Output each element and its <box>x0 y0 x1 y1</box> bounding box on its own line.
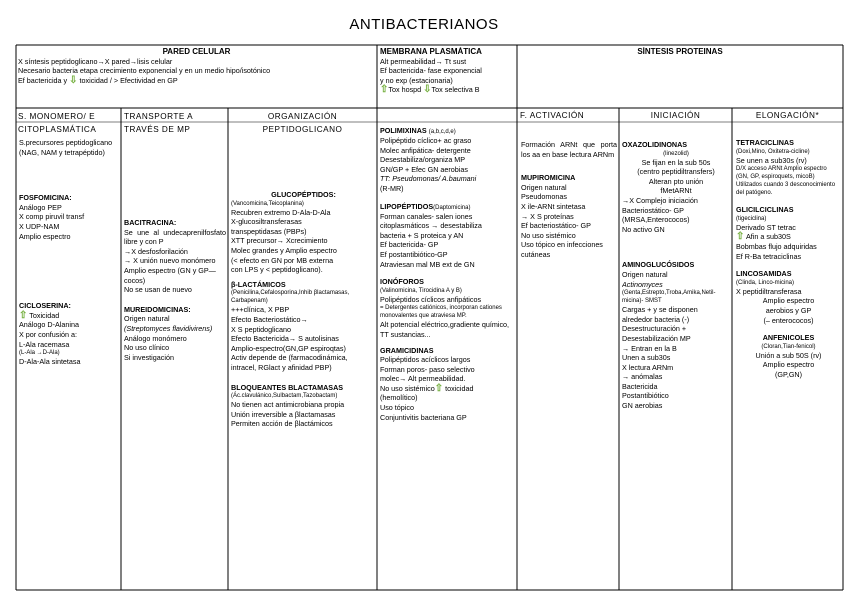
bacitracina-title: BACITRACINA: <box>124 218 177 227</box>
ciclo-line: X por confusión a: <box>19 329 77 339</box>
beta-line: +++clínica, X PBP <box>231 305 290 315</box>
tetraciclinas-title: TETRACICLINAS <box>736 138 794 147</box>
grami-tox-a: No uso sistémico <box>380 383 435 393</box>
column-iniciacion <box>622 140 730 588</box>
lipo-suffix: (Daptomicina) <box>433 204 471 211</box>
beta-line: Activ depende de (farmacodinámica, <box>231 353 348 363</box>
grami-hemo: (hemolítico) <box>380 393 418 403</box>
gluco-line: Recubren extremo D-Ala-D-Ala <box>231 207 331 217</box>
precursores-text: S.precursores peptidoglicano (NAG, NAM y tetrapéptido) <box>19 138 113 157</box>
mupi-line: X ile-ARNt sintetasa <box>521 201 586 211</box>
mupiromicina-title: MUPIROMICINA <box>521 173 576 183</box>
anfenicoles-title: ANFENICOLES <box>762 333 815 343</box>
membrana-tox <box>380 85 516 95</box>
poli-rmr: (R-MR) <box>380 183 404 193</box>
membrana-tox-b: Tox selectiva B <box>431 85 480 95</box>
anfe-line: (GP,GN) <box>774 369 803 379</box>
anfe-line: Amplio espectro <box>762 360 815 370</box>
grami-line: Conjuntivitis bacteriana GP <box>380 412 467 422</box>
subheader-iniciacion: INICIACIÓN <box>650 111 701 120</box>
lipo-line: bacteria + S proteica y AN <box>380 230 464 240</box>
grami-line: molec→ Alt permeabilidad. <box>380 374 466 384</box>
anfe-small: (Cloran,Tian-fenicol) <box>761 343 816 350</box>
arrow-up-icon: ⇧ <box>434 382 444 394</box>
column-organizacion <box>231 190 376 588</box>
gluco-line: XTT precursor→ Xcrecimiento <box>231 236 328 246</box>
linco-line: aerobios y GP <box>765 305 812 315</box>
subheader-monomero: S. MONOMERO/ E CITOPLASMÁTICA <box>18 112 97 134</box>
beta-line: intracel, RGlact y afinidad PBP) <box>231 362 332 372</box>
grami-line: Polipéptidos acíclicos largos <box>380 355 471 365</box>
mupi-line: Uso tópico en infecciones cutáneas <box>521 240 603 259</box>
gluco-line: con LPS y < peptidoglicano). <box>231 265 323 275</box>
iono-line: Alt potencial eléctrico,gradiente químico, TT sustancias... <box>380 320 510 339</box>
oxa-center-line: (centro peptidiltransfers) <box>637 167 715 177</box>
ciclo-line: Análogo D-Alanina <box>19 320 79 330</box>
fosfo-line: X UDP-NAM <box>19 221 60 231</box>
beta-line: Efecto Bactericida→ S autolisinas <box>231 334 339 344</box>
glici-af <box>736 232 841 242</box>
lipo-line: citoplasmáticos → desestabiliza <box>380 221 482 231</box>
beta-small: (Penicilina,Cefalosporina,Inhib βlactamasas, Carbapenam) <box>231 290 350 305</box>
tetra-small: (Doxi,Mino, Oxitetra-cicline) <box>736 148 810 155</box>
pared-celular-cell <box>18 47 375 107</box>
amino-line: Cargas + y se disponen alrededor bacteria (-) <box>622 305 698 324</box>
beta-line: Efecto Bacteriostático→ <box>231 314 308 324</box>
oxa-line: No activo GN <box>622 224 665 234</box>
ciclo-tox-label: Toxicidad <box>29 310 60 320</box>
pared-line: X síntesis peptidoglicano→X pared→lisis celular <box>18 56 173 66</box>
ionoforos-title: IONÓFOROS <box>380 277 424 287</box>
mupi-line: Origen natural <box>521 182 567 192</box>
oxa-center-line: fMetARNt <box>660 186 692 196</box>
mureido-origin: Origen natural <box>124 314 170 324</box>
bloq-line: Permiten acción de βlactámicos <box>231 419 333 429</box>
activacion-intro: Formación ARNt que porta los aa en base lectura ARNm <box>521 140 617 159</box>
amino-line: GN aerobias <box>622 401 663 411</box>
grami-line: Uso tópico <box>380 403 414 413</box>
membrana-line: y no exp (estacionaria) <box>380 75 453 85</box>
lipopeptidos-title: LIPOPÉPTIDOS <box>380 201 434 211</box>
polimixinas-title: POLIMIXINAS <box>380 126 427 135</box>
tetra-small2: D/X acceso ARNt Amplio espectro (GN, GP, espiroquets, micoB) Utilizados cuando 3 desconocimiento del patógeno. <box>736 166 836 197</box>
ciclo-line: D-Ala-Ala sintetasa <box>19 357 81 367</box>
lipo-line: Ef bactericida- GP <box>380 240 439 250</box>
mureido-line: Análogo monómero <box>124 333 187 343</box>
amino-line: Desestructuración + Desestabilización MP <box>622 324 691 343</box>
oxa-small: (linezolid) <box>663 150 689 157</box>
amino-line: → anómalas <box>622 372 663 382</box>
linco-line: X peptidiltransferasa <box>736 286 802 296</box>
gluco-line: transpeptidasas (PBPs) <box>231 226 307 236</box>
linco-line: Amplio espectro <box>762 296 815 306</box>
amino-small: (Genta,Estrepto,Troba,Amika,Netil-micina)- SMST <box>622 290 716 305</box>
membrana-header: MEMBRANA PLASMÁTICA <box>380 47 482 56</box>
column-activacion <box>521 140 617 588</box>
membrana-tox-a: Tox hospd <box>388 85 422 95</box>
column-membrana <box>380 126 516 588</box>
grami-tox <box>380 384 516 394</box>
glicilciclinas-title: GLICILCICLINAS <box>736 205 794 215</box>
column-monomero <box>19 138 119 588</box>
amino-line: → Entran en la B <box>622 343 677 353</box>
lipo-line: Forman canales- salen iones <box>380 211 473 221</box>
arrow-down-icon: ⇩ <box>423 84 432 96</box>
lipo-line: Atraviesan mal MB ext de GN <box>380 259 475 269</box>
oxa-line: (MRSA,Enterococos) <box>622 215 690 225</box>
arrow-up-icon: ⇧ <box>380 84 389 96</box>
sintesis-header: SÍNTESIS PROTEINAS <box>637 47 723 56</box>
linco-small: (Clinda, Linco-micina) <box>736 279 795 286</box>
poli-suffix: (a,b,c,d,e) <box>428 129 456 135</box>
baci-line: Amplio espectro (GN y GP—cocos) <box>124 265 216 285</box>
mupi-line: No uso sistémico <box>521 230 576 240</box>
amino-line: X lectura ARNm <box>622 362 674 372</box>
baci-line: → X unión nuevo monómero <box>124 256 216 266</box>
mureidomicinas-title: MUREIDOMICINAS: <box>124 304 191 314</box>
oxa-line: →X Complejo iniciación <box>622 195 698 205</box>
membrana-line: Alt permeabilidad→ Tt sust <box>380 56 467 66</box>
arrow-down-icon: ⇩ <box>69 74 78 86</box>
oxazolidinonas-title: OXAZOLIDINONAS <box>622 140 688 149</box>
poli-line: GN/GP + Efec GN aerobias <box>380 164 468 174</box>
oxa-center-line: Alteran pto unión <box>648 176 704 186</box>
column-transporte <box>124 218 226 588</box>
grami-line: Forman poros- paso selectivo <box>380 364 475 374</box>
poli-line: Polipéptido cíclico+ ac graso <box>380 136 472 145</box>
grami-tox-b: toxicidad <box>445 383 474 393</box>
amino-line: Unen a sub30s <box>622 353 671 363</box>
tetra-line: Se unen a sub30s (rv) <box>736 155 807 165</box>
amino-species: Actinomyces <box>622 279 663 289</box>
mupi-line: Pseudomonas <box>521 192 567 202</box>
aminoglucosidos-title: AMINOGLUCÓSIDOS <box>622 260 695 270</box>
amino-line: Bactericida <box>622 381 658 391</box>
pared-celular-header: PARED CELULAR <box>162 47 231 56</box>
gluco-line: Molec grandes y Amplio espectro <box>231 245 337 255</box>
oxa-line: Bacteriostático- GP <box>622 205 684 215</box>
glici-line: Ef R-Ba tetraciclinas <box>736 251 802 261</box>
mureido-species: (Streptomyces flavidivirens) <box>124 323 213 333</box>
betalactamicos-title: β-LACTÁMICOS <box>231 279 286 289</box>
baci-line: →X desfosforilación <box>124 246 188 256</box>
membrana-cell <box>380 47 516 107</box>
ciclo-small: (L-Ala →D-Ala) <box>19 350 60 357</box>
cicloserina-title: CICLOSERINA: <box>19 301 71 311</box>
baci-line: No se usan de nuevo <box>124 285 192 295</box>
lipo-line: Ef postantibiótico-GP <box>380 249 448 259</box>
mureido-line: No uso clínico <box>124 343 170 353</box>
ciclo-tox <box>19 311 119 321</box>
gluco-line: (< efecto en GN por MB externa <box>231 255 334 265</box>
lincosamidas-title: LINCOSAMIDAS <box>736 269 792 279</box>
fosfo-line: X comp piruvil transf <box>19 212 85 222</box>
lipopeptidos-heading <box>380 202 516 212</box>
fosfo-line: Análogo PEP <box>19 202 62 212</box>
column-elongacion <box>736 138 841 588</box>
linco-line: (– enterococos) <box>763 315 814 325</box>
membrana-line: Ef bactericida- fase exponencial <box>380 66 482 76</box>
poli-line: Molec anfipática- detergente <box>380 145 471 155</box>
mupi-line: Ef bacteriostático- GP <box>521 221 591 231</box>
iono-line: Polipéptidos cíclicos anfipáticos <box>380 294 482 304</box>
pared-line: Necesario bacteria etapa crecimiento exponencial y en un medio hipo/isotónico <box>18 66 271 76</box>
pared-efecto <box>18 76 375 86</box>
iono-small2: = Detergentes catiónicos, incorporan cationes monovalentes que atraviesa MP. <box>380 305 502 320</box>
glucopeptidos-title: GLUCOPÉPTIDOS: <box>271 190 336 199</box>
bloqueantes-title: BLOQUEANTES BLACTAMASAS <box>231 382 344 392</box>
poli-line: Desestabiliza/organiza MP <box>380 155 466 165</box>
ciclo-line: L-Ala racemasa <box>19 339 70 349</box>
fosfo-line: Amplio espectro <box>19 231 71 241</box>
bloq-line: No tienen act antimicrobiana propia <box>231 400 345 410</box>
arrow-up-icon: ⇧ <box>19 309 28 321</box>
pared-ef-a: Ef bactericida y <box>18 75 68 85</box>
baci-line: Se une al undecaprenilfosfato libre y con P <box>124 227 226 247</box>
glici-small: (tigeciclina) <box>736 215 767 222</box>
beta-line: Amplio-espectro(GN,GP espiroqtas) <box>231 343 346 353</box>
gluco-small: (Vancomicina,Teicoplanina) <box>231 200 304 207</box>
pared-ef-b: toxicidad / > Efectividad en GP <box>79 75 178 85</box>
arrow-up-icon: ⇧ <box>736 231 745 243</box>
subheader-transporte: TRANSPORTE A TRAVÉS DE MP <box>124 112 193 134</box>
beta-line: X S peptidoglicano <box>231 324 291 334</box>
page-title: ANTIBACTERIANOS <box>349 16 499 33</box>
bloq-line: Unión irreversible a βlactamasas <box>231 409 336 419</box>
glici-af-label: Afin a sub30S <box>746 232 791 242</box>
sintesis-cell <box>520 47 840 67</box>
bloq-small: (Ác.clavulánico,Sulbactam,Tazobactam) <box>231 393 338 400</box>
mupi-line: → X S proteínas <box>521 211 574 221</box>
gramicidinas-title: GRAMICIDINAS <box>380 345 434 355</box>
mureido-line: Si investigación <box>124 352 174 362</box>
glici-line: Bobmbas flujo adquiridas <box>736 241 817 251</box>
gluco-line: X-glucosiltransferasas <box>231 217 302 227</box>
oxa-center-line: Se fijan en la sub 50s <box>641 157 711 167</box>
subheader-activacion: F. ACTIVACIÓN <box>520 111 585 120</box>
subheader-organizacion: ORGANIZACIÓN PEPTIDOGLICANO <box>262 112 343 134</box>
glici-line: Derivado ST tetrac <box>736 222 796 232</box>
amino-line: Postantibiótico <box>622 391 669 401</box>
fosfomicina-title: FOSFOMICINA: <box>19 193 72 203</box>
poli-tt: TT: Pseudomonas/ A.baumani <box>380 174 477 184</box>
polimixinas-heading <box>380 126 516 136</box>
amino-origin: Origen natural <box>622 269 668 279</box>
iono-small: (Valinomicina, Tirocidina A y B) <box>380 287 462 294</box>
anfe-line: Unión a sub 50S (rv) <box>755 350 822 360</box>
subheader-elongacion: ELONGACIÓN* <box>755 111 820 120</box>
